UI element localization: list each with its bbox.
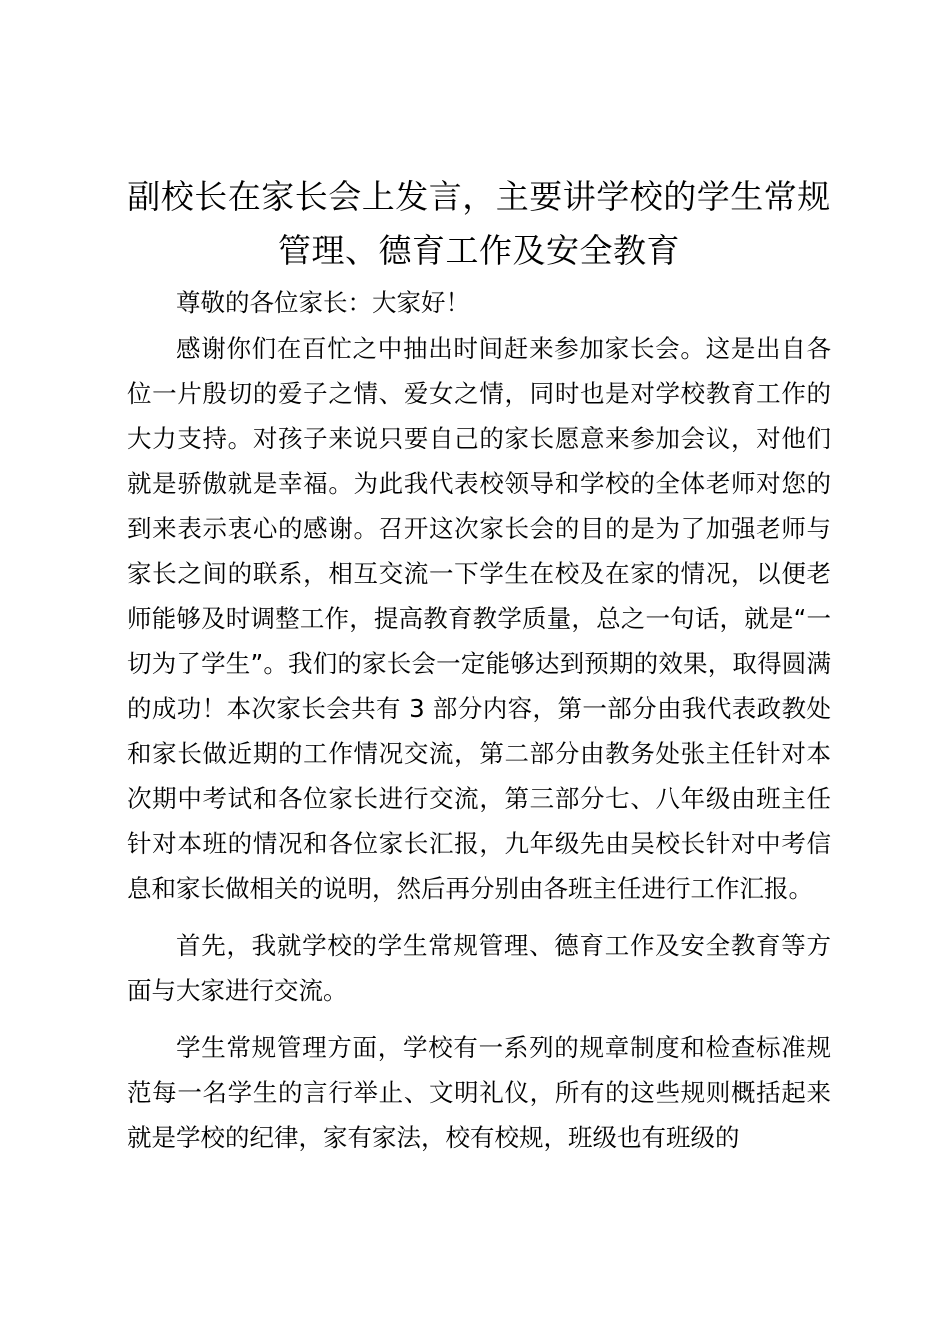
- paragraph-routine-management: 学生常规管理方面，学校有一系列的规章制度和检查标准规范每一名学生的言行举止、文明礼仪，所有的这些规则概括起来就是学校的纪律，家有家法，校有校规，班级也有班级的: [127, 1033, 831, 1152]
- paragraph-topics: 首先，我就学校的学生常规管理、德育工作及安全教育等方面与大家进行交流。: [127, 931, 831, 1005]
- salutation: 尊敬的各位家长：大家好！: [176, 288, 470, 317]
- document-title: 副校长在家长会上发言，主要讲学校的学生常规管理、德育工作及安全教育: [127, 177, 831, 270]
- paragraph-intro: 感谢你们在百忙之中抽出时间赶来参加家长会。这是出自各位一片殷切的爱子之情、爱女之情，同时也是对学校教育工作的大力支持。对孩子来说只要自己的家长愿意来参加会议，对他们就是骄傲就是幸福。为此我代表校领导和学校的全体老师对您的到来表示衷心的感谢。召开这次家长会的目的是为了加强老师与家长之间的联系，相互交流一下学生在校及在家的情况，以便老师能够及时调整工作，提高教育教学质量，总之一句话，就是“一切为了学生”。我们的家长会一定能够达到预期的效果，取得圆满的成功！本次家长会共有 3 部分内容，第一部分由我代表政教处和家长做近期的工作情况交流，第二部分由教务处张主任针对本次期中考试和各位家长进行交流，第三部分七、八年级由班主任针对本班的情况和各位家长汇报，九年级先由吴校长针对中考信息和家长做相关的说明，然后再分别由各班主任进行工作汇报。: [127, 334, 831, 903]
- document-page: [127, 170, 831, 1160]
